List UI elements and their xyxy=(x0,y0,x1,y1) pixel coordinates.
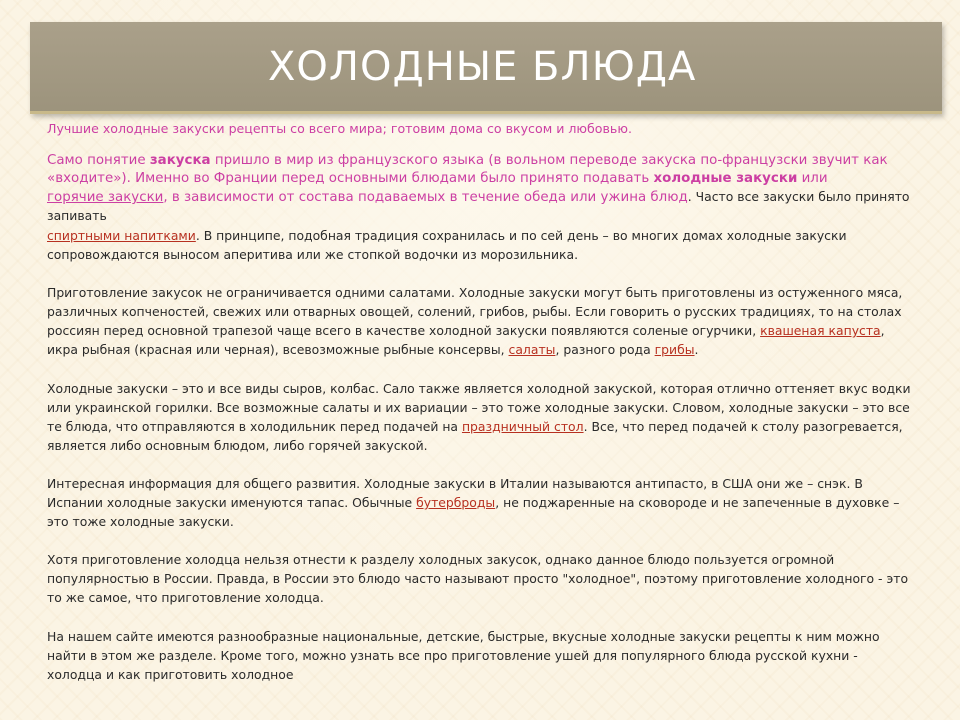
intro-lead: Лучшие холодные закуски рецепты со всего мира; готовим дома со вкусом и любовью. xyxy=(47,121,632,136)
title-underline xyxy=(30,111,942,114)
paragraph-text: . В принципе, подобная традиция сохранилась и по сей день – во многих домах холодные закуски сопровождаются выносом аперитива или же стопкой водочки из морозильника. xyxy=(47,228,847,263)
intro-text: пришло в мир из французского языка (в вольном переводе закуска по-французски звучит как «входите»). Именно во Франции перед основными блюдами было принято подавать xyxy=(47,153,888,186)
paragraph-drinks xyxy=(47,226,913,264)
paragraph-text: Приготовление закусок не ограничивается одними салатами. Холодные закуски могут быть приготовлены из остуженного мяса, различных копченостей, свежих или отварных овощей, солений, грибов, рыбы. Если говорить о русских традициях, то на столах россиян перед основной трапезой чаще всего в качестве холодной закуски появляются соленые огурчики, xyxy=(47,285,903,339)
intro-text: , в зависимости от состава подаваемых в течение обеда или ужина блюд xyxy=(163,190,688,205)
body-text: Часто все закуски было принято запивать xyxy=(47,189,910,223)
paragraph-text: Холодные закуски – это и все виды сыров, колбас. Сало также является холодной закуской, которая отлично оттеняет вкус водки или украинской горилки. Все возможные салаты и их вариации – это тоже холодные закуски. Словом, холодные закуски – это все те блюда, что отправляются в холодильник перед подачей на xyxy=(47,380,911,434)
body-section xyxy=(47,226,913,684)
paragraph-cheeses xyxy=(47,379,913,455)
spirits-link[interactable]: спиртными напитками xyxy=(47,228,196,243)
mushrooms-link[interactable]: грибы xyxy=(654,342,695,358)
paragraph-preparation xyxy=(47,283,913,359)
intro-paragraph xyxy=(47,152,913,226)
sandwiches-link[interactable]: бутерброды xyxy=(416,495,496,511)
slide-title: ХОЛОДНЫЕ БЛЮДА xyxy=(268,44,697,90)
sauerkraut-link[interactable]: квашеная капуста xyxy=(760,323,881,339)
paragraph-text: , икра рыбная (красная или черная), всевозможные рыбные консервы, xyxy=(47,323,885,358)
paragraph-text: Интересная информация для общего развития. Холодные закуски в Италии называются антипасто, в США они же – снэк. В Испании холодные закуски именуются тапас. Обычные xyxy=(47,475,863,511)
intro-text: Само понятие xyxy=(47,153,150,168)
intro-dot: . xyxy=(687,189,692,204)
slide-content xyxy=(47,120,913,703)
intro-text: или xyxy=(797,171,828,186)
paragraph-international xyxy=(47,474,913,531)
salads-link[interactable]: салаты xyxy=(508,342,556,358)
title-bar xyxy=(30,22,942,114)
intro-bold-cold: холодные закуски xyxy=(653,171,798,186)
festive-table-link[interactable]: праздничный стол xyxy=(461,418,584,434)
paragraph-text: . Все, что перед подачей к столу разогревается, является либо основным блюдом, либо горячей закуской. xyxy=(47,418,903,453)
hot-snacks-link[interactable]: горячие закуски xyxy=(47,190,164,205)
paragraph-text: , разного рода xyxy=(555,342,655,358)
paragraph-text: . xyxy=(694,342,699,358)
paragraph-kholodets: Хотя приготовление холодца нельзя отнести к разделу холодных закусок, однако данное блюдо пользуется огромной популярностью в России. Правда, в России это блюдо часто называют просто "холодное", поэтому приготовление холодного - это то же самое, что приготовление холодца. xyxy=(47,552,909,606)
paragraph-text: , не поджаренные на сковороде и не запеченные в духовке – это тоже холодные закуски. xyxy=(47,495,900,530)
intro-bold-zakuska: закуска xyxy=(149,153,211,168)
intro-section xyxy=(47,120,913,226)
paragraph-site-info: На нашем сайте имеются разнообразные национальные, детские, быстрые, вкусные холодные закуски рецепты к ним можно найти в этом же разделе. Кроме того, можно узнать все про приготовление ушей для популярного блюда русской кухни - холодца и как приготовить холодное xyxy=(47,628,880,682)
